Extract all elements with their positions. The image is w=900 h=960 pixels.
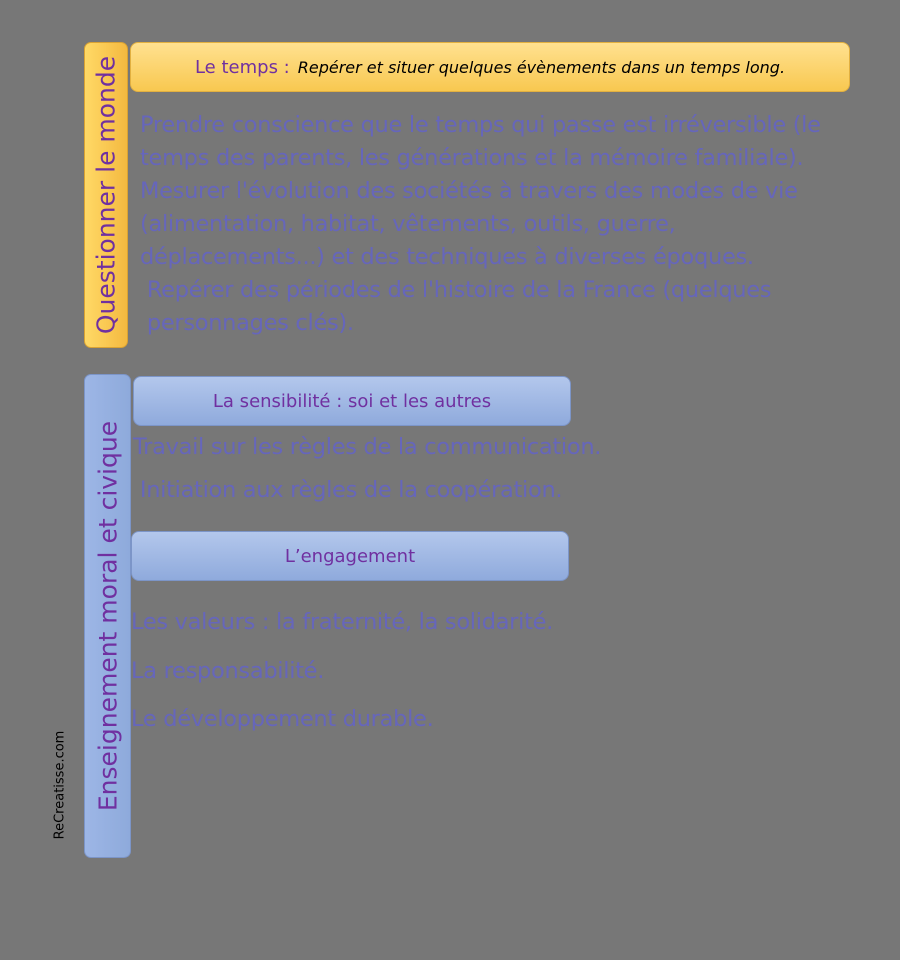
sensibilite-line: Travail sur les règles de la communication. [133, 434, 602, 460]
header-sensibilite: La sensibilité : soi et les autres [133, 376, 571, 426]
text-line: Prendre conscience que le temps qui passe est irréversible (le [140, 112, 821, 138]
header-title: Le temps : [194, 56, 290, 78]
text-line: (alimentation, habitat, vêtements, outils, guerre, [140, 211, 676, 237]
monde-paragraph [140, 109, 821, 340]
engagement-line: Le développement durable. [131, 706, 434, 732]
header-subtitle: Repérer et situer quelques évènements dans un temps long. [297, 57, 786, 77]
text-line: déplacements...) et des techniques à diverses époques. [140, 244, 754, 270]
engagement-line: La responsabilité. [131, 658, 325, 684]
header-engagement: L’engagement [131, 531, 569, 581]
header-le-temps [130, 42, 850, 92]
tab-label-emc: Enseignement moral et civique [93, 420, 122, 812]
text-line: temps des parents, les générations et la mémoire familiale). [140, 145, 804, 171]
text-line: Repérer des périodes de l'histoire de la France (quelques [140, 277, 772, 303]
tab-label-monde: Questionner le monde [91, 55, 121, 335]
credit-watermark: ReCreatisse.com [52, 730, 68, 840]
engagement-line: Les valeurs : la fraternité, la solidarité. [131, 609, 553, 635]
text-line: Mesurer l'évolution des sociétés à travers des modes de vie [140, 178, 798, 204]
text-line: personnages clés). [140, 310, 354, 336]
tab-questionner-le-monde [84, 42, 128, 348]
sensibilite-line: Initiation aux règles de la coopération. [133, 477, 563, 503]
tab-enseignement-moral-civique [84, 374, 131, 858]
